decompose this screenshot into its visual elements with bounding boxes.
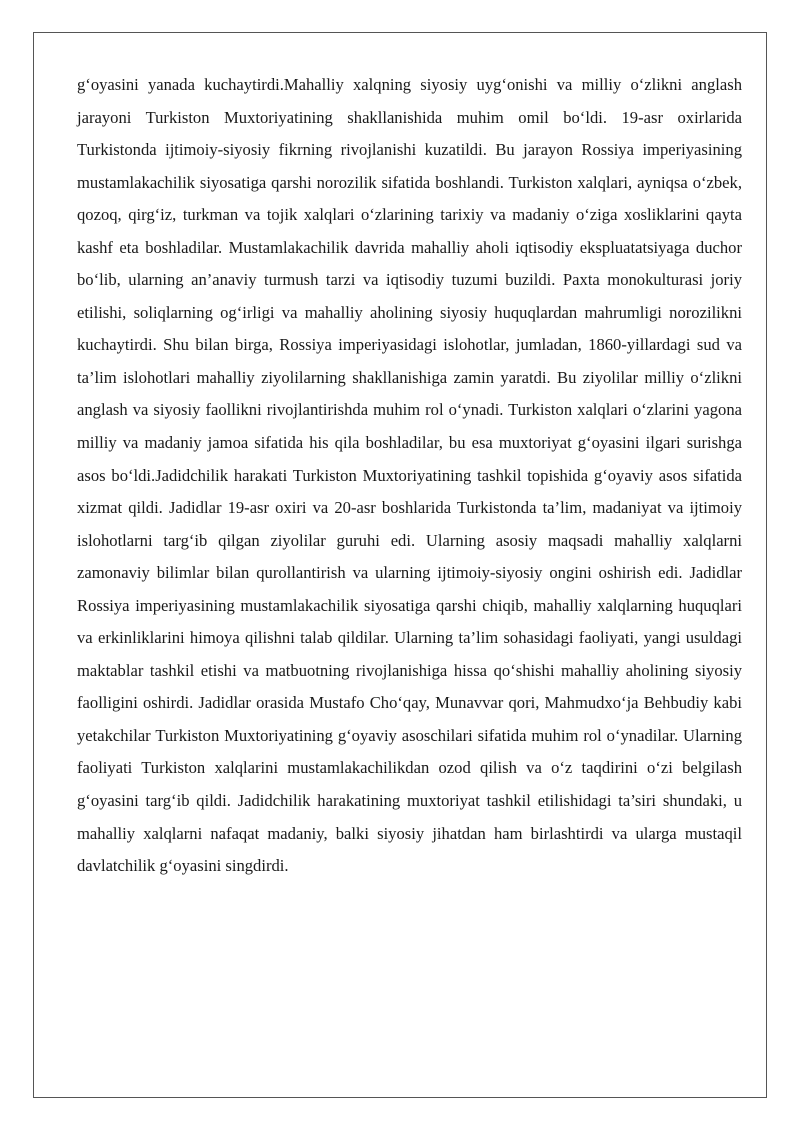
body-paragraph: g‘oyasini yanada kuchaytirdi.Mahalliy xalqning siyosiy uyg‘onishi va milliy o‘zlikni anglash jarayoni Turkiston Muxtoriyatining shakllanishida muhim omil bo‘ldi. 19-asr oxirlarida Turkistonda ijtimoiy-siyosiy fikrning rivojlanishi kuzatildi. Bu jarayon Rossiya imperiyasining mustamlakachilik siyosatiga qarshi norozilik sifatida boshlandi. Turkiston xalqlari, ayniqsa o‘zbek, qozoq, qirg‘iz, turkman va tojik xalqlari o‘zlarining tarixiy va madaniy o‘ziga xosliklarini qayta kashf eta boshladilar. Mustamlakachilik davrida mahalliy aholi iqtisodiy ekspluatatsiyaga duchor bo‘lib, ularning an’anaviy turmush tarzi va iqtisodiy tuzumi buzildi. Paxta monokulturasi joriy etilishi, soliqlarning og‘irligi va mahalliy aholining siyosiy huquqlardan mahrumligi norozilikni kuchaytirdi. Shu bilan birga, Rossiya imperiyasidagi islohotlar, jumladan, 1860-yillardagi sud va ta’lim islohotlari mahalliy ziyolilarning shakllanishiga zamin yaratdi. Bu ziyolilar milliy o‘zlikni anglash va siyosiy faollikni rivojlantirishda muhim rol o‘ynadi. Turkiston xalqlari o‘zlarini yagona milliy va madaniy jamoa sifatida his qila boshladilar, bu esa muxtoriyat g‘oyasini ilgari surishga asos bo‘ldi.Jadidchilik harakati Turkiston Muxtoriyatining tashkil topishida g‘oyaviy asos sifatida xizmat qildi. Jadidlar 19-asr oxiri va 20-asr boshlarida Turkistonda ta’lim, madaniyat va ijtimoiy islohotlarni targ‘ib qilgan ziyolilar guruhi edi. Ularning asosiy maqsadi mahalliy xalqlarni zamonaviy bilimlar bilan qurollantirish va ularning ijtimoiy-siyosiy ongini oshirish edi. Jadidlar Rossiya imperiyasining mustamlakachilik siyosatiga qarshi chiqib, mahalliy xalqlarning huquqlari va erkinliklarini himoya qilishni talab qildilar. Ularning ta’lim sohasidagi faoliyati, yangi usuldagi maktablar tashkil etishi va matbuotning rivojlanishiga hissa qo‘shishi mahalliy aholining siyosiy faolligini oshirdi. Jadidlar orasida Mustafo Cho‘qay, Munavvar qori, Mahmudxo‘ja Behbudiy kabi yetakchilar Turkiston Muxtoriyatining g‘oyaviy asoschilari sifatida muhim rol o‘ynadilar. Ularning faoliyati Turkiston xalqlarini mustamlakachilikdan ozod qilish va o‘z taqdirini o‘zi belgilash g‘oyasini targ‘ib qildi. Jadidchilik harakatining muxtoriyat tashkil etilishidagi ta’siri shundaki, u mahalliy xalqlarni nafaqat madaniy, balki siyosiy jihatdan ham birlashtirdi va ularga mustaqil davlatchilik g‘oyasini singdirdi. <box>77 75 742 876</box>
